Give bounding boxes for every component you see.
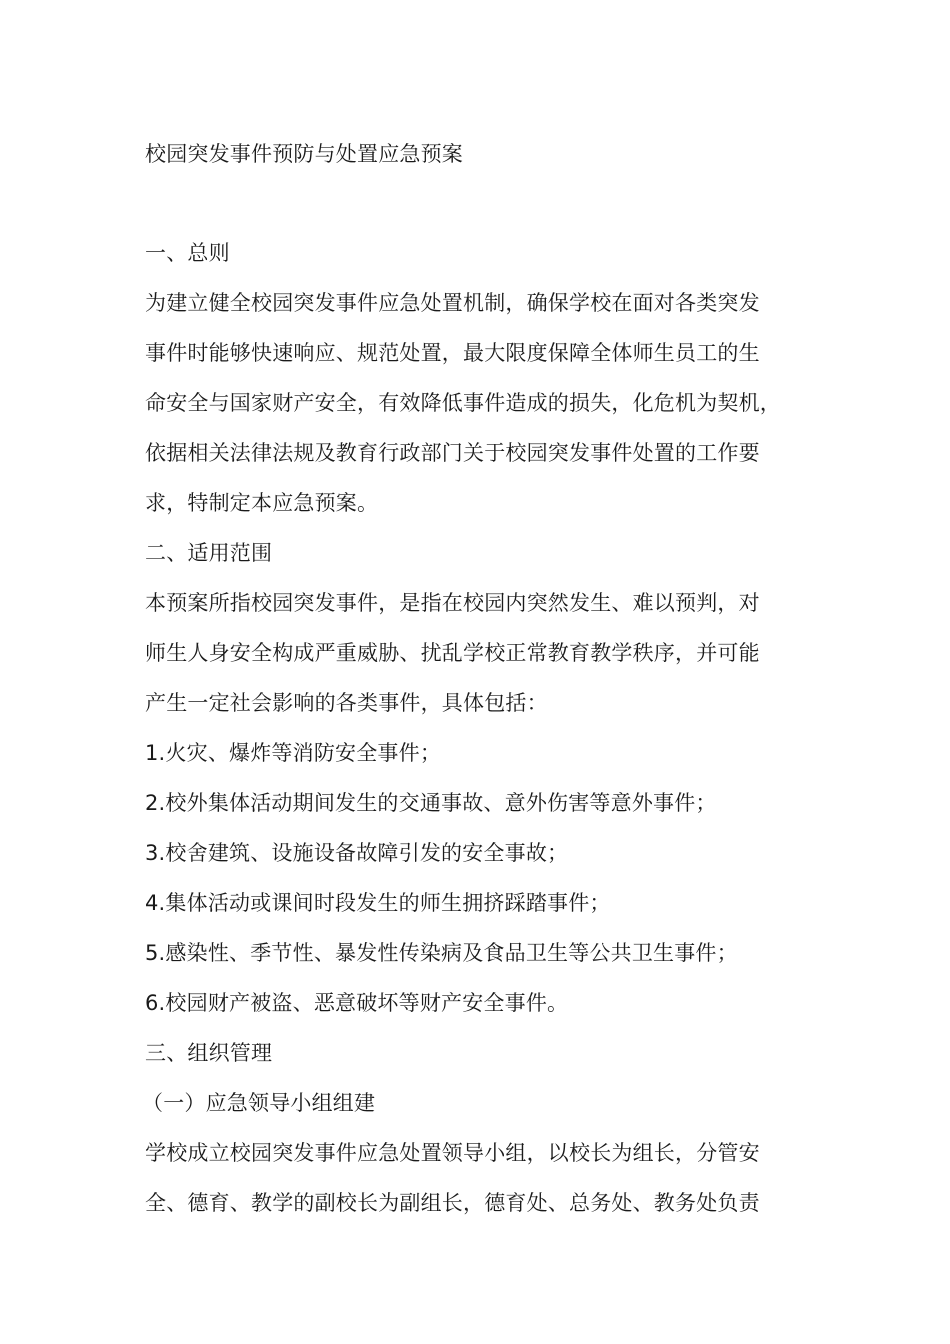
paragraph-line: 产生一定社会影响的各类事件，具体包括： — [145, 691, 548, 715]
paragraph-line: 为建立健全校园突发事件应急处置机制，确保学校在面对各类突发 — [145, 291, 760, 315]
paragraph-line: 全、德育、教学的副校长为副组长，德育处、总务处、教务处负责 — [145, 1191, 760, 1215]
list-item: 4.集体活动或课间时段发生的师生拥挤踩踏事件； — [145, 891, 611, 915]
list-item: 5.感染性、季节性、暴发性传染病及食品卫生等公共卫生事件； — [145, 941, 738, 965]
paragraph-line: 学校成立校园突发事件应急处置领导小组，以校长为组长，分管安 — [145, 1141, 760, 1165]
paragraph-line: 师生人身安全构成严重威胁、扰乱学校正常教育教学秩序，并可能 — [145, 641, 760, 665]
document-body — [142, 129, 835, 1228]
paragraph-line: 依据相关法律法规及教育行政部门关于校园突发事件处置的工作要 — [145, 441, 760, 465]
paragraph-line: 本预案所指校园突发事件，是指在校园内突然发生、难以预判，对 — [145, 591, 760, 615]
list-item: 2.校外集体活动期间发生的交通事故、意外伤害等意外事件； — [145, 791, 717, 815]
section-heading-general: 一、总则 — [145, 241, 230, 265]
subsection-heading: （一）应急领导小组组建 — [142, 1091, 376, 1115]
paragraph-line: 命安全与国家财产安全，有效降低事件造成的损失，化危机为契机， — [145, 391, 781, 415]
paragraph-line: 求，特制定本应急预案。 — [145, 491, 379, 515]
list-item: 1.火灾、爆炸等消防安全事件； — [145, 741, 442, 765]
paragraph-line: 事件时能够快速响应、规范处置，最大限度保障全体师生员工的生 — [145, 341, 760, 365]
list-item: 6.校园财产被盗、恶意破坏等财产安全事件。 — [145, 991, 569, 1015]
list-item: 3.校舍建筑、设施设备故障引发的安全事故； — [145, 841, 569, 865]
section-heading-scope: 二、适用范围 — [145, 541, 273, 565]
document-title: 校园突发事件预防与处置应急预案 — [145, 142, 463, 166]
section-heading-organization: 三、组织管理 — [145, 1041, 273, 1065]
